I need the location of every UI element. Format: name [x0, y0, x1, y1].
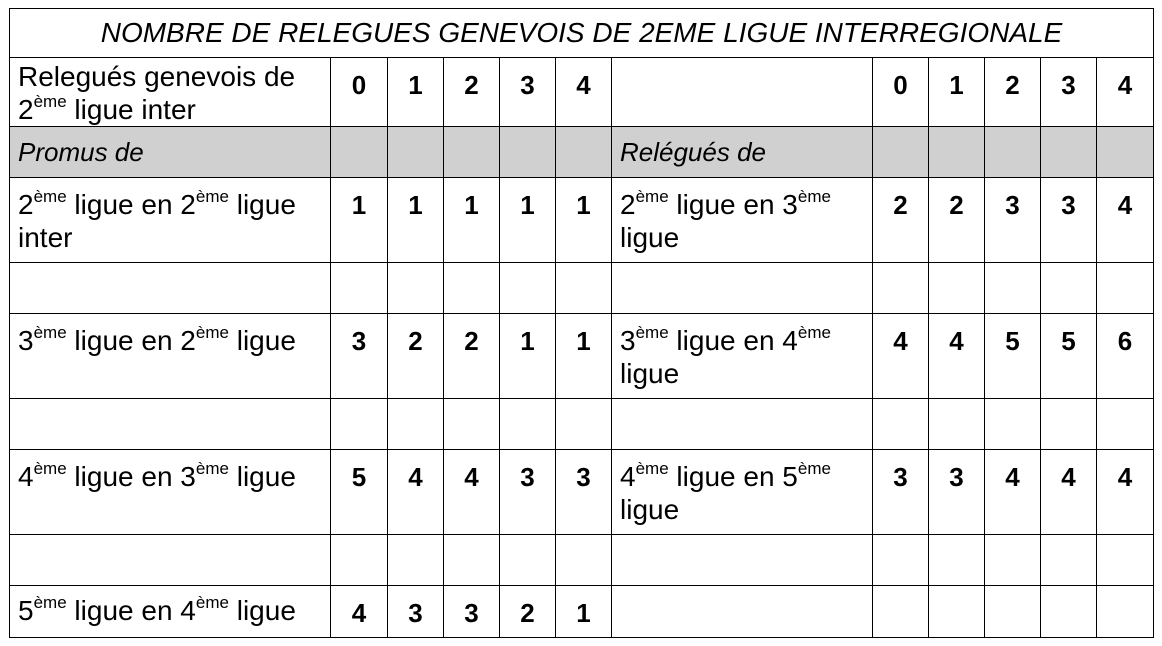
row-label: 2ème ligue en 3ème ligue: [612, 178, 873, 263]
value-cell: 3: [873, 450, 929, 535]
section-relegues: Relégués de: [612, 127, 873, 178]
table-row: [10, 178, 1154, 263]
value-cell: 1: [556, 314, 612, 399]
value-cell: 3: [500, 450, 556, 535]
value-cell: 3: [1041, 178, 1097, 263]
value-cell: 3: [556, 450, 612, 535]
empty-row: [10, 263, 1154, 314]
value-cell: 1: [500, 314, 556, 399]
value-cell: 5: [331, 450, 388, 535]
value-cell: 3: [388, 586, 444, 638]
value-cell: 4: [1097, 450, 1154, 535]
value-cell: 1: [444, 178, 500, 263]
value-cell: 3: [929, 450, 985, 535]
row-label: 2ème ligue en 2ème ligue inter: [10, 178, 331, 263]
col-header: 0: [331, 58, 388, 127]
empty-row: [10, 399, 1154, 450]
value-cell: 3: [331, 314, 388, 399]
col-header: 2: [985, 58, 1041, 127]
value-cell: 4: [1097, 178, 1154, 263]
row-label: 4ème ligue en 3ème ligue: [10, 450, 331, 535]
col-header: 3: [1041, 58, 1097, 127]
row-label: 4ème ligue en 5ème ligue: [612, 450, 873, 535]
value-cell: 2: [929, 178, 985, 263]
row-label: 3ème ligue en 2ème ligue: [10, 314, 331, 399]
row-label: 5ème ligue en 4ème ligue: [10, 586, 331, 638]
value-cell: 2: [873, 178, 929, 263]
value-cell: 2: [444, 314, 500, 399]
value-cell: 2: [500, 586, 556, 638]
header-left-label: Relegués genevois de 2ème ligue inter: [10, 58, 331, 127]
empty-row: [10, 535, 1154, 586]
col-header: 3: [500, 58, 556, 127]
value-cell: 3: [444, 586, 500, 638]
row-label: 3ème ligue en 4ème ligue: [612, 314, 873, 399]
section-row: [10, 127, 1154, 178]
value-cell: 4: [1041, 450, 1097, 535]
value-cell: 3: [985, 178, 1041, 263]
value-cell: 4: [873, 314, 929, 399]
col-header: 2: [444, 58, 500, 127]
value-cell: 1: [556, 178, 612, 263]
value-cell: 1: [556, 586, 612, 638]
col-header: 0: [873, 58, 929, 127]
col-header: 4: [1097, 58, 1154, 127]
value-cell: 1: [388, 178, 444, 263]
value-cell: 2: [388, 314, 444, 399]
col-header: 1: [388, 58, 444, 127]
col-header: 1: [929, 58, 985, 127]
section-promus: Promus de: [10, 127, 331, 178]
value-cell: 5: [985, 314, 1041, 399]
table-title: NOMBRE DE RELEGUES GENEVOIS DE 2EME LIGUE INTERREGIONALE: [10, 9, 1154, 58]
header-row: [10, 58, 1154, 127]
value-cell: 1: [500, 178, 556, 263]
value-cell: 6: [1097, 314, 1154, 399]
value-cell: 4: [444, 450, 500, 535]
value-cell: 5: [1041, 314, 1097, 399]
value-cell: 4: [388, 450, 444, 535]
value-cell: 4: [985, 450, 1041, 535]
table-row: [10, 314, 1154, 399]
value-cell: 1: [331, 178, 388, 263]
relegation-table: [9, 8, 1154, 638]
value-cell: 4: [929, 314, 985, 399]
table-row: [10, 450, 1154, 535]
col-header: 4: [556, 58, 612, 127]
value-cell: 4: [331, 586, 388, 638]
table-row: [10, 586, 1154, 638]
